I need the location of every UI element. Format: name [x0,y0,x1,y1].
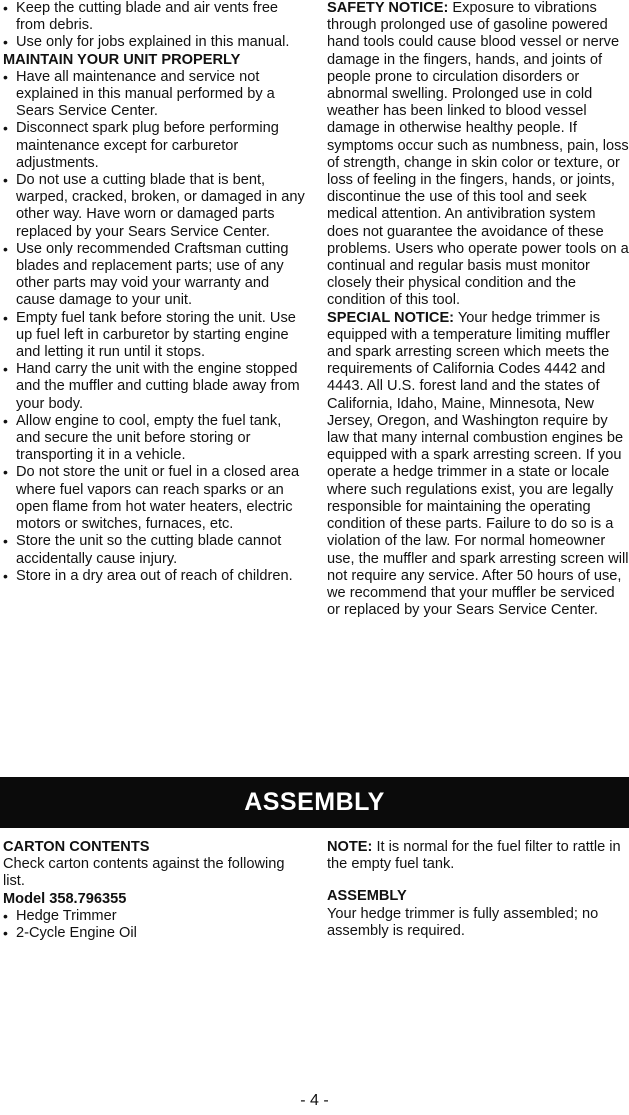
assembly-banner: ASSEMBLY [0,777,629,828]
maintain-bullet-5: • Hand carry the unit with the engine stopped and the muffler and cutting blade away from your body. [3,361,309,413]
right-column [327,0,629,619]
carton-item-0: • Hedge Trimmer [3,908,309,925]
maintain-bullet-list [3,69,309,585]
intro-bullet-list [3,0,309,52]
special-notice-label: SPECIAL NOTICE: [327,309,455,326]
carton-contents-text: Check carton contents against the following list. [3,856,285,890]
section-spacer [327,873,629,888]
safety-notice-text: Exposure to vibrations through prolonged use of gasoline powered hand tools could cause blood vessel or nerve damage in the fingers, hands, and joints of people prone to circulation disorders or abnormal swelling. Prolonged use in cold weather has been linked to blood vessel damage in otherwise healthy people. If symptoms occur such as numbness, pain, loss of strength, change in skin color or texture, or loss of feeling in the fingers, hands, or joints, discontinue the use of this tool and seek medical attention. An antivibration system does not guarantee the avoidance of these problems. Users who operate power tools on a continual and regular basis must monitor closely their physical condition and the condition of this tool. [327,0,629,309]
carton-items-list [3,908,309,942]
carton-contents-heading: CARTON CONTENTS [3,839,150,855]
carton-item-1: • 2-Cycle Engine Oil [3,925,309,942]
left-column [3,0,309,585]
special-notice [327,310,629,620]
special-notice-text: Your hedge trimmer is equipped with a temperature limiting muffler and spark arresting screen which meets the requirements of California Codes 4442 and 4443. All U.S. forest land and the states of California, Idaho, Maine, Minnesota, New Jersey, Oregon, and Washington require by law that many internal combustion engines be equipped with a spark arresting screen. If you operate a hedge trimmer in a state or locale where such regulations exist, you are legally responsible for maintaining the operating condition of these parts. Failure to do so is a violation of the law. For normal homeowner use, the muffler and spark arresting screen will not require any service. After 50 hours of use, we recommend that your muffler be serviced or replaced by your Sears Service Center. [327,309,629,619]
maintain-bullet-2: • Do not use a cutting blade that is bent, warped, cracked, broken, or damaged in any other way. Have worn or damaged parts replaced by your Sears Service Center. [3,172,309,241]
intro-bullet-1: • Use only for jobs explained in this manual. [3,34,309,51]
assembly-text: Your hedge trimmer is fully assembled; no assembly is required. [327,905,599,939]
maintain-bullet-7: • Do not store the unit or fuel in a closed area where fuel vapors can reach sparks or an open flame from hot water heaters, electric motors or switches, furnaces, etc. [3,464,309,533]
maintain-bullet-3: • Use only recommended Craftsman cutting blades and replacement parts; use of any other parts may void your warranty and cause damage to your unit. [3,241,309,310]
maintain-bullet-6: • Allow engine to cool, empty the fuel tank, and secure the unit before storing or transporting it in a vehicle. [3,413,309,465]
note-text: It is normal for the fuel filter to rattle in the empty fuel tank. [327,839,621,873]
carton-contents-section [3,839,309,942]
maintain-bullet-1: • Disconnect spark plug before performing maintenance except for carburetor adjustments. [3,120,309,172]
page-number: - 4 - [300,1092,329,1109]
maintain-bullet-4: • Empty fuel tank before storing the unit. Use up fuel left in carburetor by starting engine and letting it run until it stops. [3,310,309,362]
note-label: NOTE: [327,839,373,855]
intro-bullet-0: • Keep the cutting blade and air vents free from debris. [3,0,309,34]
maintain-bullet-0: • Have all maintenance and service not explained in this manual performed by a Sears Service Center. [3,69,309,121]
model-label: Model 358.796355 [3,890,127,907]
assembly-notes-section [327,839,629,940]
assembly-heading: ASSEMBLY [327,888,407,905]
safety-notice-label: SAFETY NOTICE: [327,0,449,16]
maintain-bullet-8: • Store the unit so the cutting blade cannot accidentally cause injury. [3,533,309,567]
safety-notice [327,0,629,310]
maintain-bullet-9: • Store in a dry area out of reach of children. [3,568,309,585]
fuel-filter-note [327,839,629,873]
maintain-heading: MAINTAIN YOUR UNIT PROPERLY [3,51,241,68]
